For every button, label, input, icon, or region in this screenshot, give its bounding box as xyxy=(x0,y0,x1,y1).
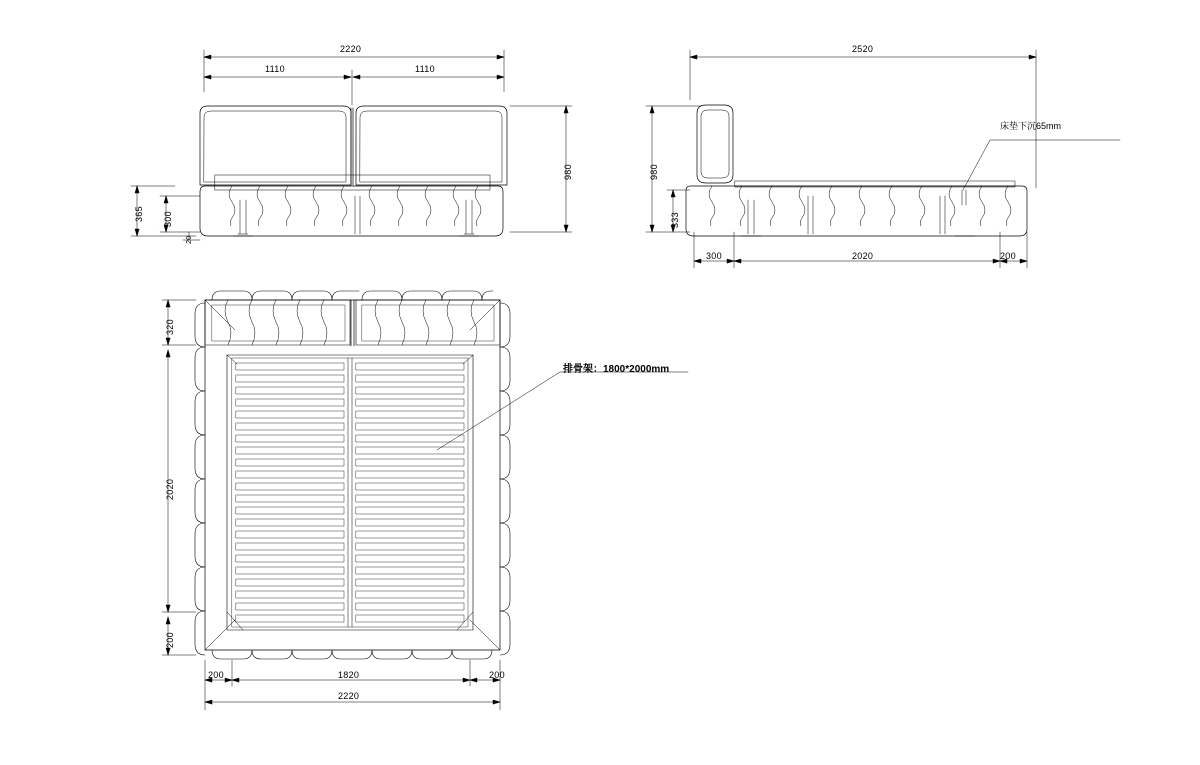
dim-front-h-300: 300 xyxy=(163,211,173,227)
dim-side-height-total: 980 xyxy=(649,164,659,180)
dim-front-half-left: 1110 xyxy=(265,64,285,74)
side-view-dimensions xyxy=(646,50,1036,268)
front-view-dimensions xyxy=(131,50,572,240)
front-elevation-geometry xyxy=(200,106,507,236)
plan-view-dimensions xyxy=(162,300,500,710)
dim-plan-foot: 200 xyxy=(165,632,175,648)
dim-plan-left-edge: 200 xyxy=(208,670,224,680)
dim-side-total-length: 2520 xyxy=(852,44,874,54)
dim-side-base-mid: 2020 xyxy=(852,251,874,261)
dim-plan-body-length: 2020 xyxy=(165,478,175,500)
note-slat-frame: 排骨架：1800*2000mm xyxy=(563,364,670,375)
dim-plan-right-edge: 200 xyxy=(489,670,505,680)
dim-side-base-right: 200 xyxy=(1000,251,1016,261)
dim-front-h-20: 20 xyxy=(186,235,193,244)
dim-plan-headboard-depth: 320 xyxy=(165,319,175,335)
dim-side-base-left: 300 xyxy=(706,251,722,261)
dim-plan-inner-width: 1820 xyxy=(338,670,360,680)
dim-front-half-right: 1110 xyxy=(415,64,435,74)
dim-plan-total-width: 2220 xyxy=(338,691,360,701)
note-mattress-sink: 床垫下沉65mm xyxy=(1000,121,1062,131)
dim-front-h-365: 365 xyxy=(134,206,144,222)
dim-front-height-total: 980 xyxy=(563,164,573,180)
dim-side-seat-height: 333 xyxy=(670,212,680,228)
dim-front-total-width: 2220 xyxy=(340,44,362,54)
top-plan-geometry xyxy=(195,291,688,659)
